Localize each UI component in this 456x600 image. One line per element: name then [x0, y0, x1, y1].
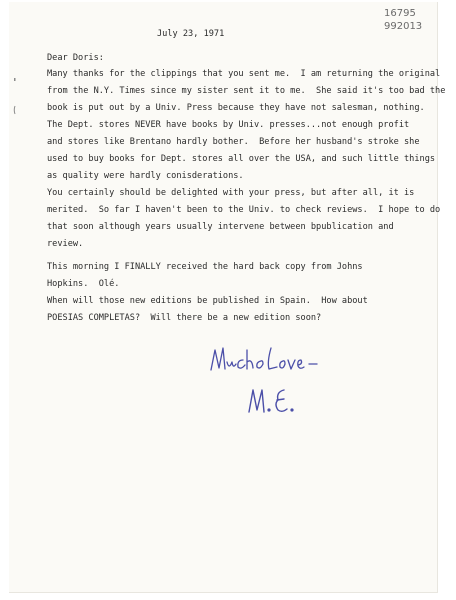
archive-number-1: 16795 [384, 8, 416, 19]
body-line: The Dept. stores NEVER have books by Univ. presses...not enough profit [47, 120, 410, 130]
archive-number-2: 992013 [384, 21, 423, 32]
body-line: book is put out by a Univ. Press because they have not salesman, nothing. [47, 103, 425, 113]
body-line: Many thanks for the clippings that you sent me. I am returning the original [47, 69, 441, 79]
body-line: that soon although years usually intervene between bpublication and [47, 222, 394, 232]
salutation: Dear Doris: [47, 53, 104, 63]
body-line: and stores like Brentano hardly bother. Before her husband's stroke she [47, 137, 420, 147]
body-line: review. [47, 239, 84, 249]
body-line: as quality were hardly conisderations. [47, 171, 244, 181]
margin-mark [12, 78, 18, 118]
handwritten-signature [244, 382, 304, 418]
body-line: When will those new editions be published in Spain. How about [47, 296, 368, 306]
body-line: used to buy books for Dept. stores all over the USA, and such little things [47, 154, 436, 164]
body-line: POESIAS COMPLETAS? Will there be a new edition soon? [47, 313, 322, 323]
body-line: merited. So far I haven't been to the Univ. to check reviews. I hope to do [47, 205, 441, 215]
body-line: Hopkins. Olé. [47, 279, 120, 289]
letter-date: July 23, 1971 [157, 29, 225, 39]
body-line: from the N.Y. Times since my sister sent it to me. She said it's too bad the [47, 86, 446, 96]
body-line: You certainly should be delighted with your press, but after all, it is [47, 188, 415, 198]
body-line: This morning I FINALLY received the hard back copy from Johns [47, 262, 363, 272]
handwritten-closing [205, 342, 325, 378]
